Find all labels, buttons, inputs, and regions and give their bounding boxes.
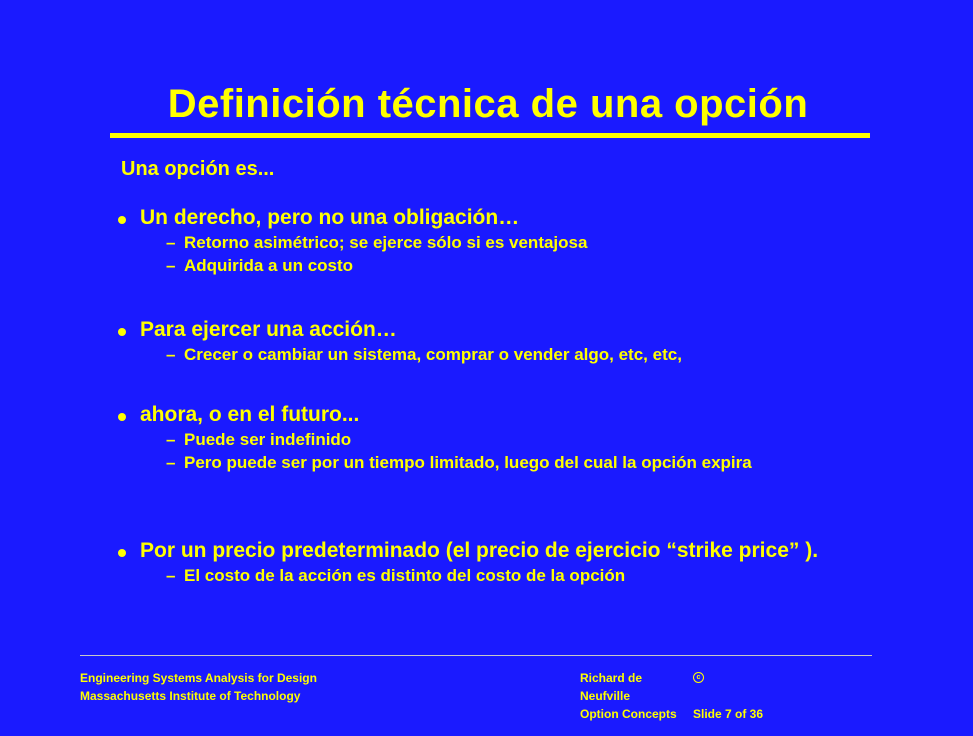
slide-title: Definición técnica de una opción xyxy=(167,82,809,126)
bullet-text: Un derecho, pero no una obligación… xyxy=(140,206,520,229)
author-name: Richard de Neufville xyxy=(580,671,643,703)
footer-divider xyxy=(80,655,872,656)
bullet-item xyxy=(118,538,908,587)
sub-bullet-text: Pero puede ser por un tiempo limitado, luego del cual la opción expira xyxy=(184,453,752,472)
course-name: Engineering Systems Analysis for Design xyxy=(80,671,317,685)
dash-icon: – xyxy=(166,453,176,472)
dash-icon: – xyxy=(166,566,176,585)
copyright-icon: c xyxy=(693,672,704,683)
bullet-item xyxy=(118,205,587,277)
sub-bullet-text: Puede ser indefinido xyxy=(184,430,352,449)
sub-bullet-text: Adquirida a un costo xyxy=(184,256,354,275)
sub-bullet xyxy=(166,451,752,474)
sub-bullet xyxy=(166,254,587,277)
title-underline xyxy=(110,133,870,138)
bullet-dot-icon xyxy=(118,216,126,224)
sub-bullet-text: El costo de la acción es distinto del costo de la opción xyxy=(184,566,626,585)
institution-name: Massachusetts Institute of Technology xyxy=(80,689,301,703)
sub-bullet-text: Crecer o cambiar un sistema, comprar o vender algo, etc, etc, xyxy=(184,345,682,364)
sub-bullet-text: Retorno asimétrico; se ejerce sólo si es ventajosa xyxy=(184,233,588,252)
bullet-dot-icon xyxy=(118,413,126,421)
intro-text: Una opción es... xyxy=(121,158,275,180)
bullet-dot-icon xyxy=(118,549,126,557)
bullet-dot-icon xyxy=(118,328,126,336)
dash-icon: – xyxy=(166,345,176,364)
sub-bullet xyxy=(166,428,752,451)
bullet-text: Por un precio predeterminado (el precio de ejercicio “strike price” ). xyxy=(140,539,819,562)
bullet-item xyxy=(118,317,682,366)
dash-icon: – xyxy=(166,233,176,252)
dash-icon: – xyxy=(166,430,176,449)
sub-bullet xyxy=(166,343,682,366)
dash-icon: – xyxy=(166,256,176,275)
footer-right xyxy=(580,669,763,723)
sub-bullet xyxy=(166,564,908,587)
bullet-item xyxy=(118,402,752,474)
slide-number: Slide 7 of 36 xyxy=(693,707,764,721)
bullet-text: ahora, o en el futuro... xyxy=(140,403,360,426)
topic-label: Option Concepts xyxy=(580,707,677,721)
footer-left xyxy=(80,669,317,705)
sub-bullet xyxy=(166,231,587,254)
bullet-text: Para ejercer una acción… xyxy=(140,318,397,341)
